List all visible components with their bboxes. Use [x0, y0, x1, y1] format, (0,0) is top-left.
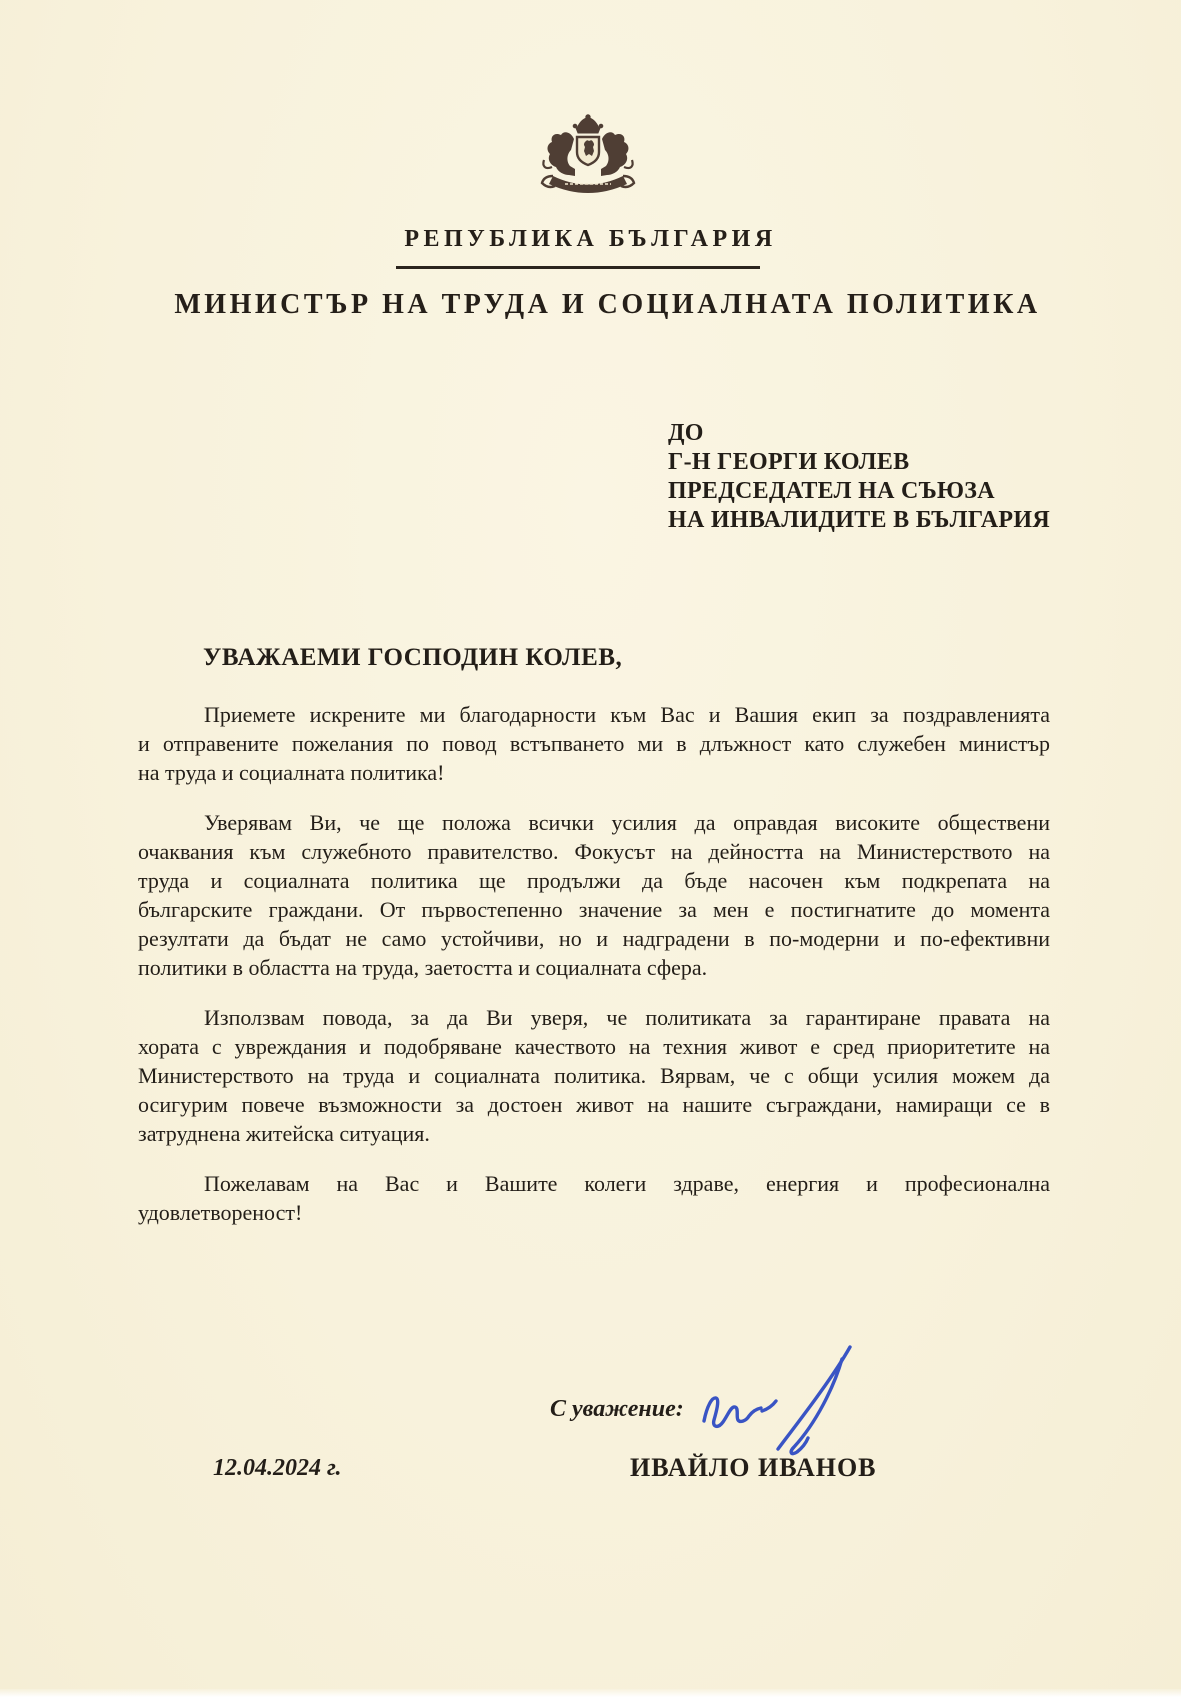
- letter-paragraph: Уверявам Ви, че ще положа всички усилия да оправдая високите обществени очаквания към служебното правителство. Фокусът на дейността на Министерството на труда и социалната политика ще продължи да бъде насочен към подкрепата на българските граждани. От първостепенно значение за мен е постигнатите до момента резултати да бъдат не само устойчиви, но и надградени в по-модерни и по-ефективни политики в областта на труда, заетостта и социалната сфера.: [138, 810, 1050, 980]
- letter-paragraph: Пожелавам на Вас и Вашите колеги здраве, енергия и професионална удовлетвореност!: [138, 1171, 1050, 1225]
- signer-name: ИВАЙЛО ИВАНОВ: [630, 1453, 877, 1482]
- country-title: РЕПУБЛИКА БЪЛГАРИЯ: [404, 226, 777, 252]
- recipient-line-to: ДО: [668, 420, 704, 446]
- ministry-title: МИНИСТЪР НА ТРУДА И СОЦИАЛНАТА ПОЛИТИКА: [174, 289, 1041, 320]
- recipient-line-name: Г-Н ГЕОРГИ КОЛЕВ: [668, 449, 910, 475]
- scan-edge: [0, 1689, 1181, 1697]
- valediction: С уважение:: [550, 1396, 684, 1422]
- bulgarian-coat-of-arms-icon: [527, 110, 649, 220]
- salutation: УВАЖАЕМИ ГОСПОДИН КОЛЕВ,: [203, 644, 623, 671]
- letter-date: 12.04.2024 г.: [213, 1455, 342, 1481]
- letter-paragraph: Приемете искрените ми благодарности към Вас и Вашия екип за поздравленията и отправените пожелания по повод встъпването ми в длъжност като служебен министър на труда и социалната политика!: [138, 702, 1050, 785]
- letter-body: [138, 700, 1050, 1248]
- recipient-line-organization: НА ИНВАЛИДИТЕ В БЪЛГАРИЯ: [668, 507, 1050, 533]
- handwritten-signature: [692, 1333, 872, 1457]
- recipient-block: [668, 419, 1050, 535]
- letter-paragraph: Използвам повода, за да Ви уверя, че политиката за гарантиране правата на хората с увреждания и подобряване качеството на техния живот е сред приоритетите на Министерството на труда и социалната политика. Вярвам, че с общи усилия можем да осигурим повече възможности за достоен живот на нашите съграждани, намиращи се в затруднена житейска ситуация.: [138, 1005, 1050, 1146]
- recipient-line-title: ПРЕДСЕДАТЕЛ НА СЪЮЗА: [668, 478, 995, 504]
- title-underline: [396, 266, 760, 269]
